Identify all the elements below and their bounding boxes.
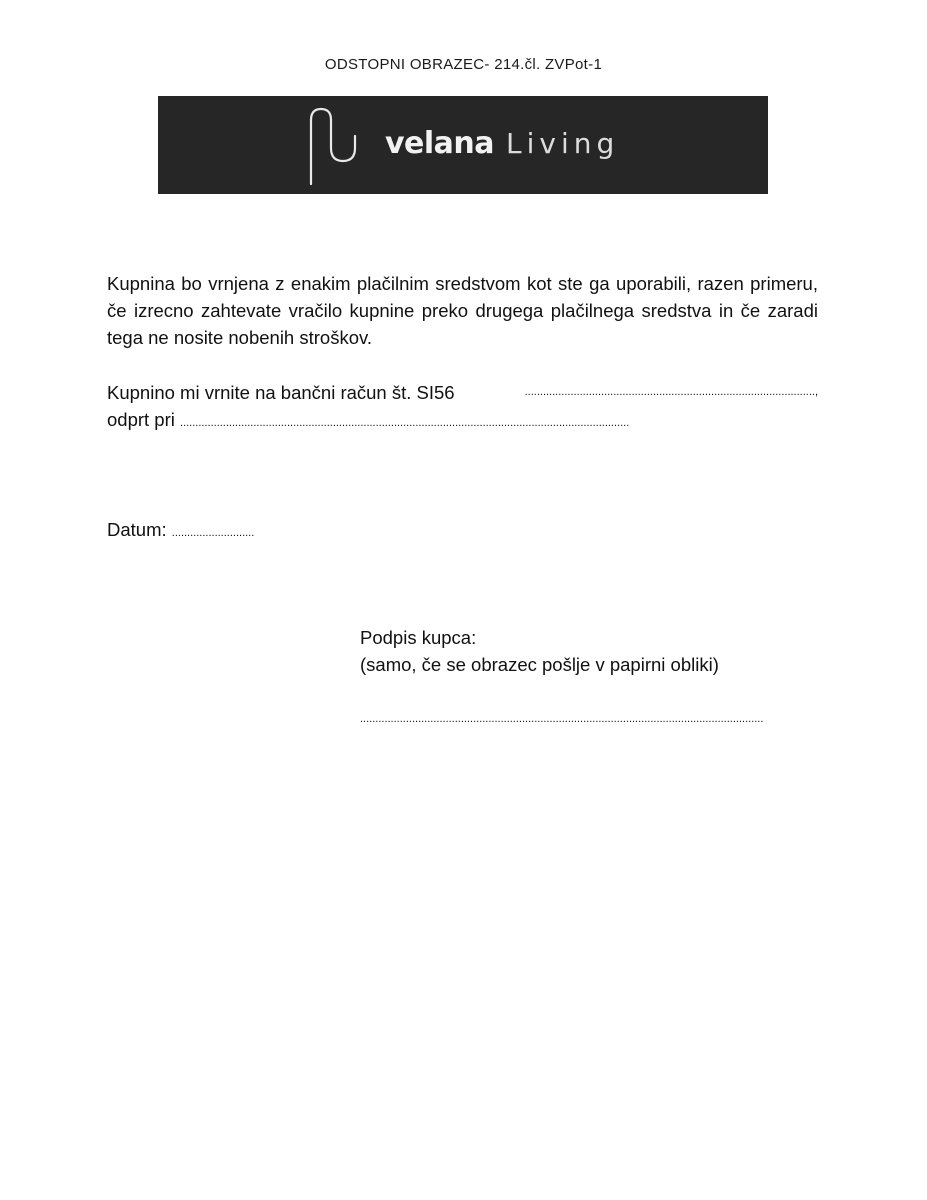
brand-name-bold: velana [385, 125, 495, 161]
bank-open-line [107, 406, 629, 437]
bank-account-field[interactable]: ..............................................................................................., [524, 386, 818, 398]
bank-name-field[interactable]: ................................................................................................................................................... [180, 417, 630, 429]
page-title: ODSTOPNI OBRAZEC- 214.čl. ZVPot-1 [324, 56, 603, 73]
signature-label: Podpis kupca: [360, 627, 477, 648]
signature-block [360, 624, 719, 678]
date-line [107, 516, 254, 547]
brand-name-light: Living [506, 126, 620, 160]
bank-open-label: odprt pri [107, 409, 181, 430]
brand-logo-banner [158, 96, 768, 194]
date-label: Datum: [107, 519, 172, 540]
bank-account-line [107, 379, 818, 406]
brand-wordmark [385, 118, 619, 168]
refund-paragraph: Kupnina bo vrnjena z enakim plačilnim sredstvom kot ste ga uporabili, razen primeru, če izrecno zahtevate vračilo kupnine preko drugega plačilnega sredstva in če zaradi tega ne nosite nobenih stroškov. [107, 273, 818, 348]
date-field[interactable]: ........................... [171, 527, 255, 539]
signature-field[interactable]: .................................................................................................................................... [360, 713, 764, 725]
bank-account-label: Kupnino mi vrnite na bančni račun št. SI56 [107, 382, 455, 403]
velana-logo-icon [308, 106, 368, 186]
signature-note: (samo, če se obrazec pošlje v papirni obliki) [360, 654, 719, 675]
